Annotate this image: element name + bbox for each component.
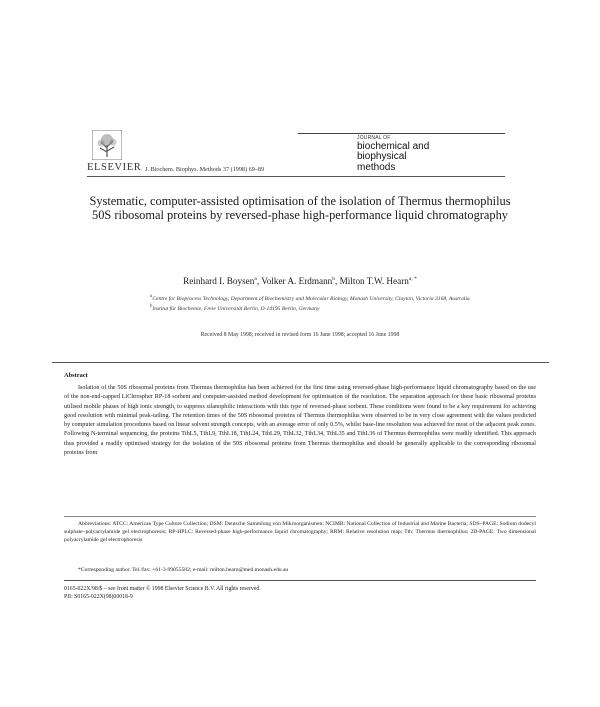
journal-name-line-3: methods: [357, 161, 396, 173]
affiliation-a: $^a$Centre for Bioprocess Technology, Department of Biochemistry and Molecular Biology, Monash University, Clayton, Victoria 3168, Australia: [150, 294, 470, 302]
journal-label: JOURNAL OF: [357, 135, 391, 141]
journal-name: [357, 142, 429, 174]
header-divider: [87, 176, 505, 177]
journal-header-rule: [298, 133, 505, 134]
pii-identifier: PII: S0165-022X(98)00018-9: [64, 594, 133, 600]
author-name: Volker A. Erdmann: [261, 276, 333, 287]
received-dates: Received 8 May 1998; received in revised form 16 June 1998; accepted 16 June 1998: [200, 332, 400, 338]
publisher-name: ELSEVIER: [87, 162, 142, 173]
author-name: Reinhard I. Boysen: [183, 276, 255, 287]
section-divider: [52, 362, 549, 363]
elsevier-tree-logo: [92, 130, 122, 160]
journal-name-line-2: biophysical: [357, 151, 407, 162]
author-name: Milton T.W. Hearn: [339, 276, 409, 287]
affiliation-b: $^b$Institut für Biochemie, Freie Universität Berlin, D-14195 Berlin, Germany: [150, 304, 320, 313]
affiliations: [150, 293, 480, 314]
author-affiliation-marker: b: [332, 276, 336, 282]
abstract-paragraph: Isolation of the 50S ribosomal proteins from Thermus thermophilus has been achieved for the first time using reversed-phase high-performance liquid chromatography based on the use of the non-end-capped LiChrospher RP-18 sorbent and computer-assisted method development for optimisation of the resolution. The separation approach for these basic ribosomal proteins utilised mobile phases of high ionic strength, to suppress silanophilic interactions with this type of reversed-phase sorbent. These conditions were found to be a key requirement for achieving good resolution with minimal peak-tailing. The retention times of the 50S ribosomal proteins of Thermus thermophilus were observed to be in very close agreement with the values predicted by computer simulation procedures based on linear solvent strength concepts, with an average error of only 0.5%, whilst base-line resolution was achieved for most of the adjacent peak zones. Following N-terminal sequencing, the proteins TthL5, TthL9, TthL18, TthL24, TthL29, TthL32, TthL34, TthL35 and TthL36 of Thermus thermophilus were readily identified. This approach thus provided a readily optimised strategy for the isolation of the 50S ribosomal proteins from Thermus thermophilus and should be generally applicable to the corresponding ribosomal proteins from: [64, 385, 536, 457]
footnote-divider: [64, 516, 536, 517]
abbreviations-text: Abbreviations: ATCC: American Type Culture Collection; DSM: Deutsche Sammlung von Mikroorganismen; NCIMB: National Collection of Industrial and Marine Bacteria; SDS–PAGE: Sodium dodecyl sulphate–polyacrylamide gel electrophoresis; RP-HPLC: Reversed-phase high-performance liquid chromatography; RRM: Relative resolution map; Tth: Thermus thermophilus; 2D-PAGE: Two dimensional polyacrylamide gel electrophoresis: [64, 521, 536, 544]
author-affiliation-marker: a, *: [408, 276, 417, 282]
author-affiliation-marker: a: [254, 276, 257, 282]
abstract-heading: Abstract: [64, 372, 88, 379]
abbreviations-footnote: [64, 520, 536, 545]
footer-divider: [64, 580, 536, 581]
journal-logo: [357, 136, 429, 173]
corresponding-author-footnote: *Corresponding author. Tel./fax: +61-3-99055582; e-mail: milton.hearn@med.monash.edu.au: [78, 567, 289, 573]
abstract-body: [64, 384, 536, 458]
article-title: Systematic, computer-assisted optimisation of the isolation of Thermus thermophilus 50S ribosomal proteins by reversed-phase high-performance liquid chromatography: [89, 194, 511, 222]
journal-citation: J. Biochem. Biophys. Methods 37 (1998) 69–89: [145, 166, 265, 173]
journal-name-line-1: biochemical and: [357, 140, 430, 152]
copyright-notice: 0165-022X/98/$ – see front matter © 1998 Elsevier Science B.V. All rights reserved.: [64, 586, 261, 592]
author-list: Reinhard I. Boysen$^a$, Volker A. Erdmann$^b$, Milton T.W. Hearn$^{a, *}$: [183, 276, 417, 287]
